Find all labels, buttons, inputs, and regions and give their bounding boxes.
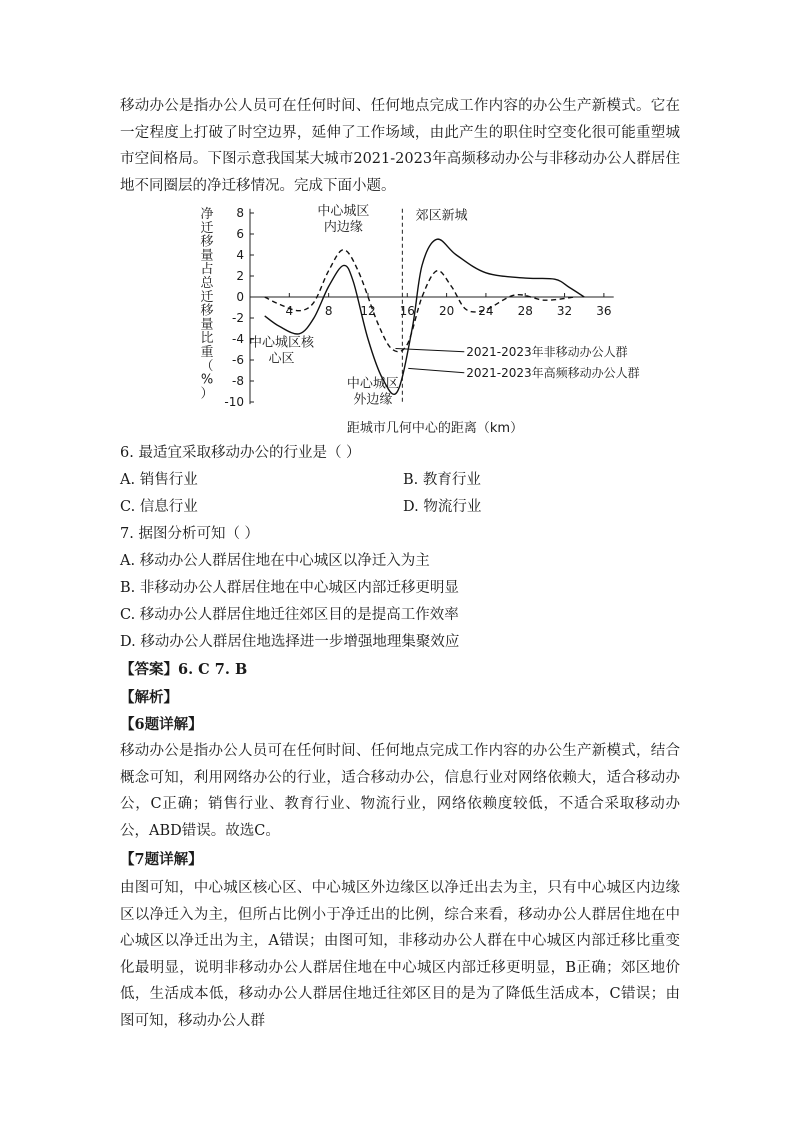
- y-tick-label: -2: [232, 311, 244, 325]
- answer-line: 【答案】6. C 7. B: [120, 661, 248, 678]
- x-tick-label: 36: [596, 304, 612, 318]
- x-tick-label: 24: [478, 304, 494, 318]
- zone-label: 中心城区核心区: [248, 335, 314, 367]
- x-tick-label: 4: [285, 304, 294, 318]
- migration-chart: [195, 200, 640, 440]
- q6-option-d[interactable]: D. 物流行业: [403, 499, 482, 515]
- y-tick-label: -4: [232, 332, 244, 346]
- intro-paragraph: 移动办公是指办公人员可在任何时间、任何地点完成工作内容的办公生产新模式。它在一定程度上打破了时空边界，延伸了工作场域，由此产生的职住时空变化很可能重塑城市空间格局。下图示意我国某大城市2021-2023年高频移动办公与非移动办公人群居住地不同圈层的净迁移情况。完成下面小题。: [120, 98, 680, 194]
- legend-label: 2021-2023年非移动办公人群: [466, 344, 628, 359]
- q6-detail: 移动办公是指办公人员可在任何时间、任何地点完成工作内容的办公生产新模式，结合概念可知，利用网络办公的行业，适合移动办公，信息行业对网络依赖大，适合移动办公，C正确；销售行业、教育行业、物流行业，网络依赖度较低，不适合采取移动办公，ABD错误。故选C。: [120, 743, 680, 839]
- q6-option-b[interactable]: B. 教育行业: [403, 472, 481, 488]
- q7-detail: 由图可知，中心城区核心区、中心城区外边缘区以净迁出去为主，只有中心城区内边缘区以净迁入为主，但所占比例小于净迁出的比例，综合来看，移动办公人群居住地在中心城区以净迁出为主，A错误；由图可知，非移动办公人群在中心城区内部迁移比重变化最明显，说明非移动办公人群居住地在中心城区内部迁移更明显，B正确；郊区地价低，生活成本低，移动办公人群居住地迁往郊区目的是为了降低生活成本，C错误；由图可知，移动办公人群: [120, 880, 680, 1029]
- y-tick-label: 0: [236, 290, 244, 304]
- y-tick-label: 6: [236, 227, 244, 241]
- x-tick-label: 8: [324, 304, 333, 318]
- q6-option-a[interactable]: A. 销售行业: [120, 472, 198, 488]
- legend-leader: [395, 348, 464, 351]
- y-tick-label: -6: [232, 353, 244, 367]
- x-tick-label: 12: [360, 304, 376, 318]
- q7-option-d[interactable]: D. 移动办公人群居住地选择进一步增强地理集聚效应: [120, 634, 460, 650]
- q6-detail-label: 【6题详解】: [120, 716, 203, 733]
- y-tick-label: 4: [236, 248, 244, 262]
- q6-option-c[interactable]: C. 信息行业: [120, 499, 198, 515]
- x-axis-label: 距城市几何中心的距离（km）: [346, 421, 524, 436]
- x-tick-label: 20: [438, 304, 455, 318]
- y-tick-label: -10: [224, 395, 244, 409]
- q6-stem: 6. 最适宜采取移动办公的行业是（ ）: [120, 445, 361, 461]
- q7-option-b[interactable]: B. 非移动办公人群居住地在中心城区内部迁移更明显: [120, 580, 459, 596]
- y-tick-label: 8: [236, 206, 244, 220]
- legend-leader: [408, 368, 464, 372]
- x-tick-label: 16: [399, 304, 415, 318]
- y-tick-label: -8: [232, 374, 244, 388]
- zone-label: 中心城区外边缘: [346, 376, 399, 408]
- legend-label: 2021-2023年高频移动办公人群: [466, 365, 640, 380]
- q7-option-a[interactable]: A. 移动办公人群居住地在中心城区以净迁入为主: [120, 553, 430, 569]
- chart-legend: [395, 344, 639, 380]
- x-tick-label: 28: [517, 304, 533, 318]
- zone-label: 郊区新城: [415, 208, 468, 224]
- analysis-label: 【解析】: [120, 689, 178, 706]
- x-tick-label: 32: [556, 304, 573, 318]
- zone-label: 中心城区内边缘: [317, 204, 370, 236]
- y-axis-label: [200, 207, 214, 401]
- y-tick-label: 2: [236, 269, 244, 283]
- q7-stem: 7. 据图分析可知（ ）: [120, 526, 260, 542]
- q7-detail-label: 【7题详解】: [120, 851, 203, 868]
- q7-option-c[interactable]: C. 移动办公人群居住地迁往郊区目的是提高工作效率: [120, 607, 459, 623]
- y-axis-label-text: 净迁移量占总迁移量比重（%）: [200, 207, 214, 402]
